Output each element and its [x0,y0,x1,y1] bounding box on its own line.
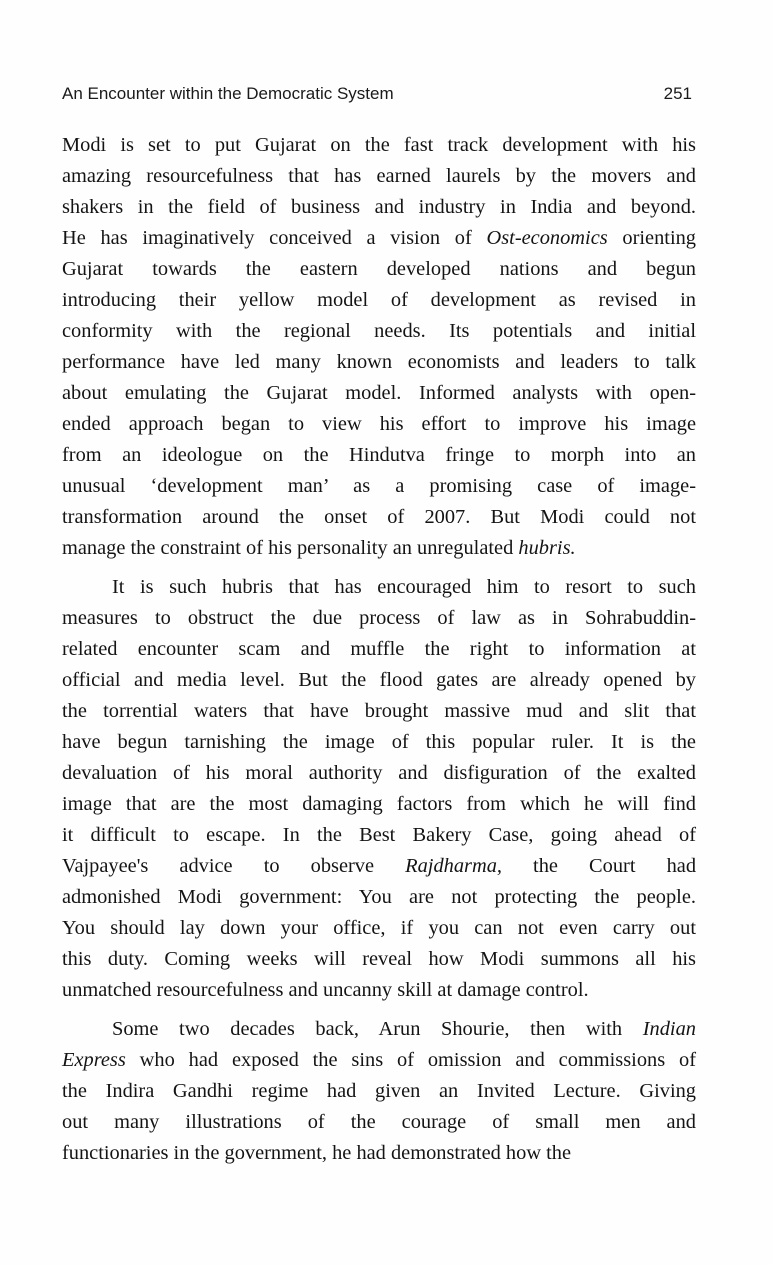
text-line [62,502,696,533]
text-run: who had exposed the sins of omission and commissions of [125,1049,696,1071]
text-run: amazing resourcefulness that has earned laurels by the movers and [62,165,696,187]
text-run: image that are the most damaging factors from which he will find [62,793,696,815]
text-line [62,130,696,161]
italic-text: hubris. [518,537,576,559]
text-line [62,913,696,944]
text-run: conformity with the regional needs. Its potentials and initial [62,320,696,342]
text-line [62,820,696,851]
text-run: It is such hubris that has encouraged him to resort to such [112,576,696,598]
text-run: shakers in the field of business and industry in India and beyond. [62,196,696,218]
text-line [62,316,696,347]
chapter-title: An Encounter within the Democratic System [62,84,394,103]
text-run: the torrential waters that have brought massive mud and slit that [62,700,696,722]
text-line [62,409,696,440]
text-line [62,440,696,471]
text-run: have begun tarnishing the image of this popular ruler. It is the [62,731,696,753]
text-line [62,471,696,502]
text-line [62,1138,696,1169]
text-line [62,285,696,316]
text-line [62,1014,696,1045]
text-run: it difficult to escape. In the Best Bakery Case, going ahead of [62,824,696,846]
text-run: related encounter scam and muffle the right to information at [62,638,696,660]
body-text [62,130,696,1169]
text-run: the Indira Gandhi regime had given an Invited Lecture. Giving [62,1080,696,1102]
text-line [62,696,696,727]
text-run: official and media level. But the flood gates are already opened by [62,669,696,691]
paragraph [62,1014,696,1169]
italic-text: Express [62,1049,126,1071]
text-run: about emulating the Gujarat model. Informed analysts with open- [62,382,696,404]
text-run: from an ideologue on the Hindutva fringe to morph into an [62,444,696,466]
text-run: devaluation of his moral authority and disfiguration of the exalted [62,762,696,784]
text-run: admonished Modi government: You are not protecting the people. [62,886,696,908]
text-line [62,223,696,254]
text-line [62,254,696,285]
text-run: this duty. Coming weeks will reveal how Modi summons all his [62,948,696,970]
paragraph [62,130,696,564]
text-run: the Court had [501,855,697,877]
italic-text: Ost-economics [486,227,608,249]
text-line [62,789,696,820]
paragraph [62,572,696,1006]
text-run: functionaries in the government, he had demonstrated how the [62,1142,572,1164]
text-line [62,533,696,564]
text-line [62,1107,696,1138]
text-line [62,572,696,603]
text-run: performance have led many known economists and leaders to talk [62,351,696,373]
text-run: unmatched resourcefulness and uncanny skill at damage control. [62,979,589,1001]
text-line [62,603,696,634]
italic-text: Indian [642,1018,696,1040]
text-run: ended approach began to view his effort to improve his image [62,413,696,435]
text-run: measures to obstruct the due process of law as in Sohrabuddin- [62,607,696,629]
text-run: out many illustrations of the courage of small men and [62,1111,696,1133]
text-line [62,758,696,789]
page-number: 251 [663,84,692,103]
text-line [62,378,696,409]
text-line [62,882,696,913]
text-run: manage the constraint of his personality an unregulated [62,537,519,559]
text-run: Some two decades back, Arun Shourie, then with [112,1018,643,1040]
text-line [62,1045,696,1076]
text-line [62,665,696,696]
text-line [62,161,696,192]
text-line [62,1076,696,1107]
text-run: orienting [607,227,697,249]
text-run: Gujarat towards the eastern developed nations and begun [62,258,696,280]
text-run: unusual ‘development man’ as a promising case of image- [62,475,696,497]
text-line [62,727,696,758]
text-line [62,851,696,882]
text-line [62,192,696,223]
text-run: Modi is set to put Gujarat on the fast track development with his [62,134,696,156]
text-run: introducing their yellow model of development as revised in [62,289,696,311]
text-line [62,944,696,975]
running-header [62,84,696,108]
text-run: He has imaginatively conceived a vision of [62,227,487,249]
text-run: You should lay down your office, if you can not even carry out [62,917,696,939]
text-line [62,975,696,1006]
text-line [62,347,696,378]
italic-text: Rajdharma, [405,855,502,877]
text-line [62,634,696,665]
text-run: Vajpayee's advice to observe [62,855,406,877]
text-run: transformation around the onset of 2007. But Modi could not [62,506,696,528]
